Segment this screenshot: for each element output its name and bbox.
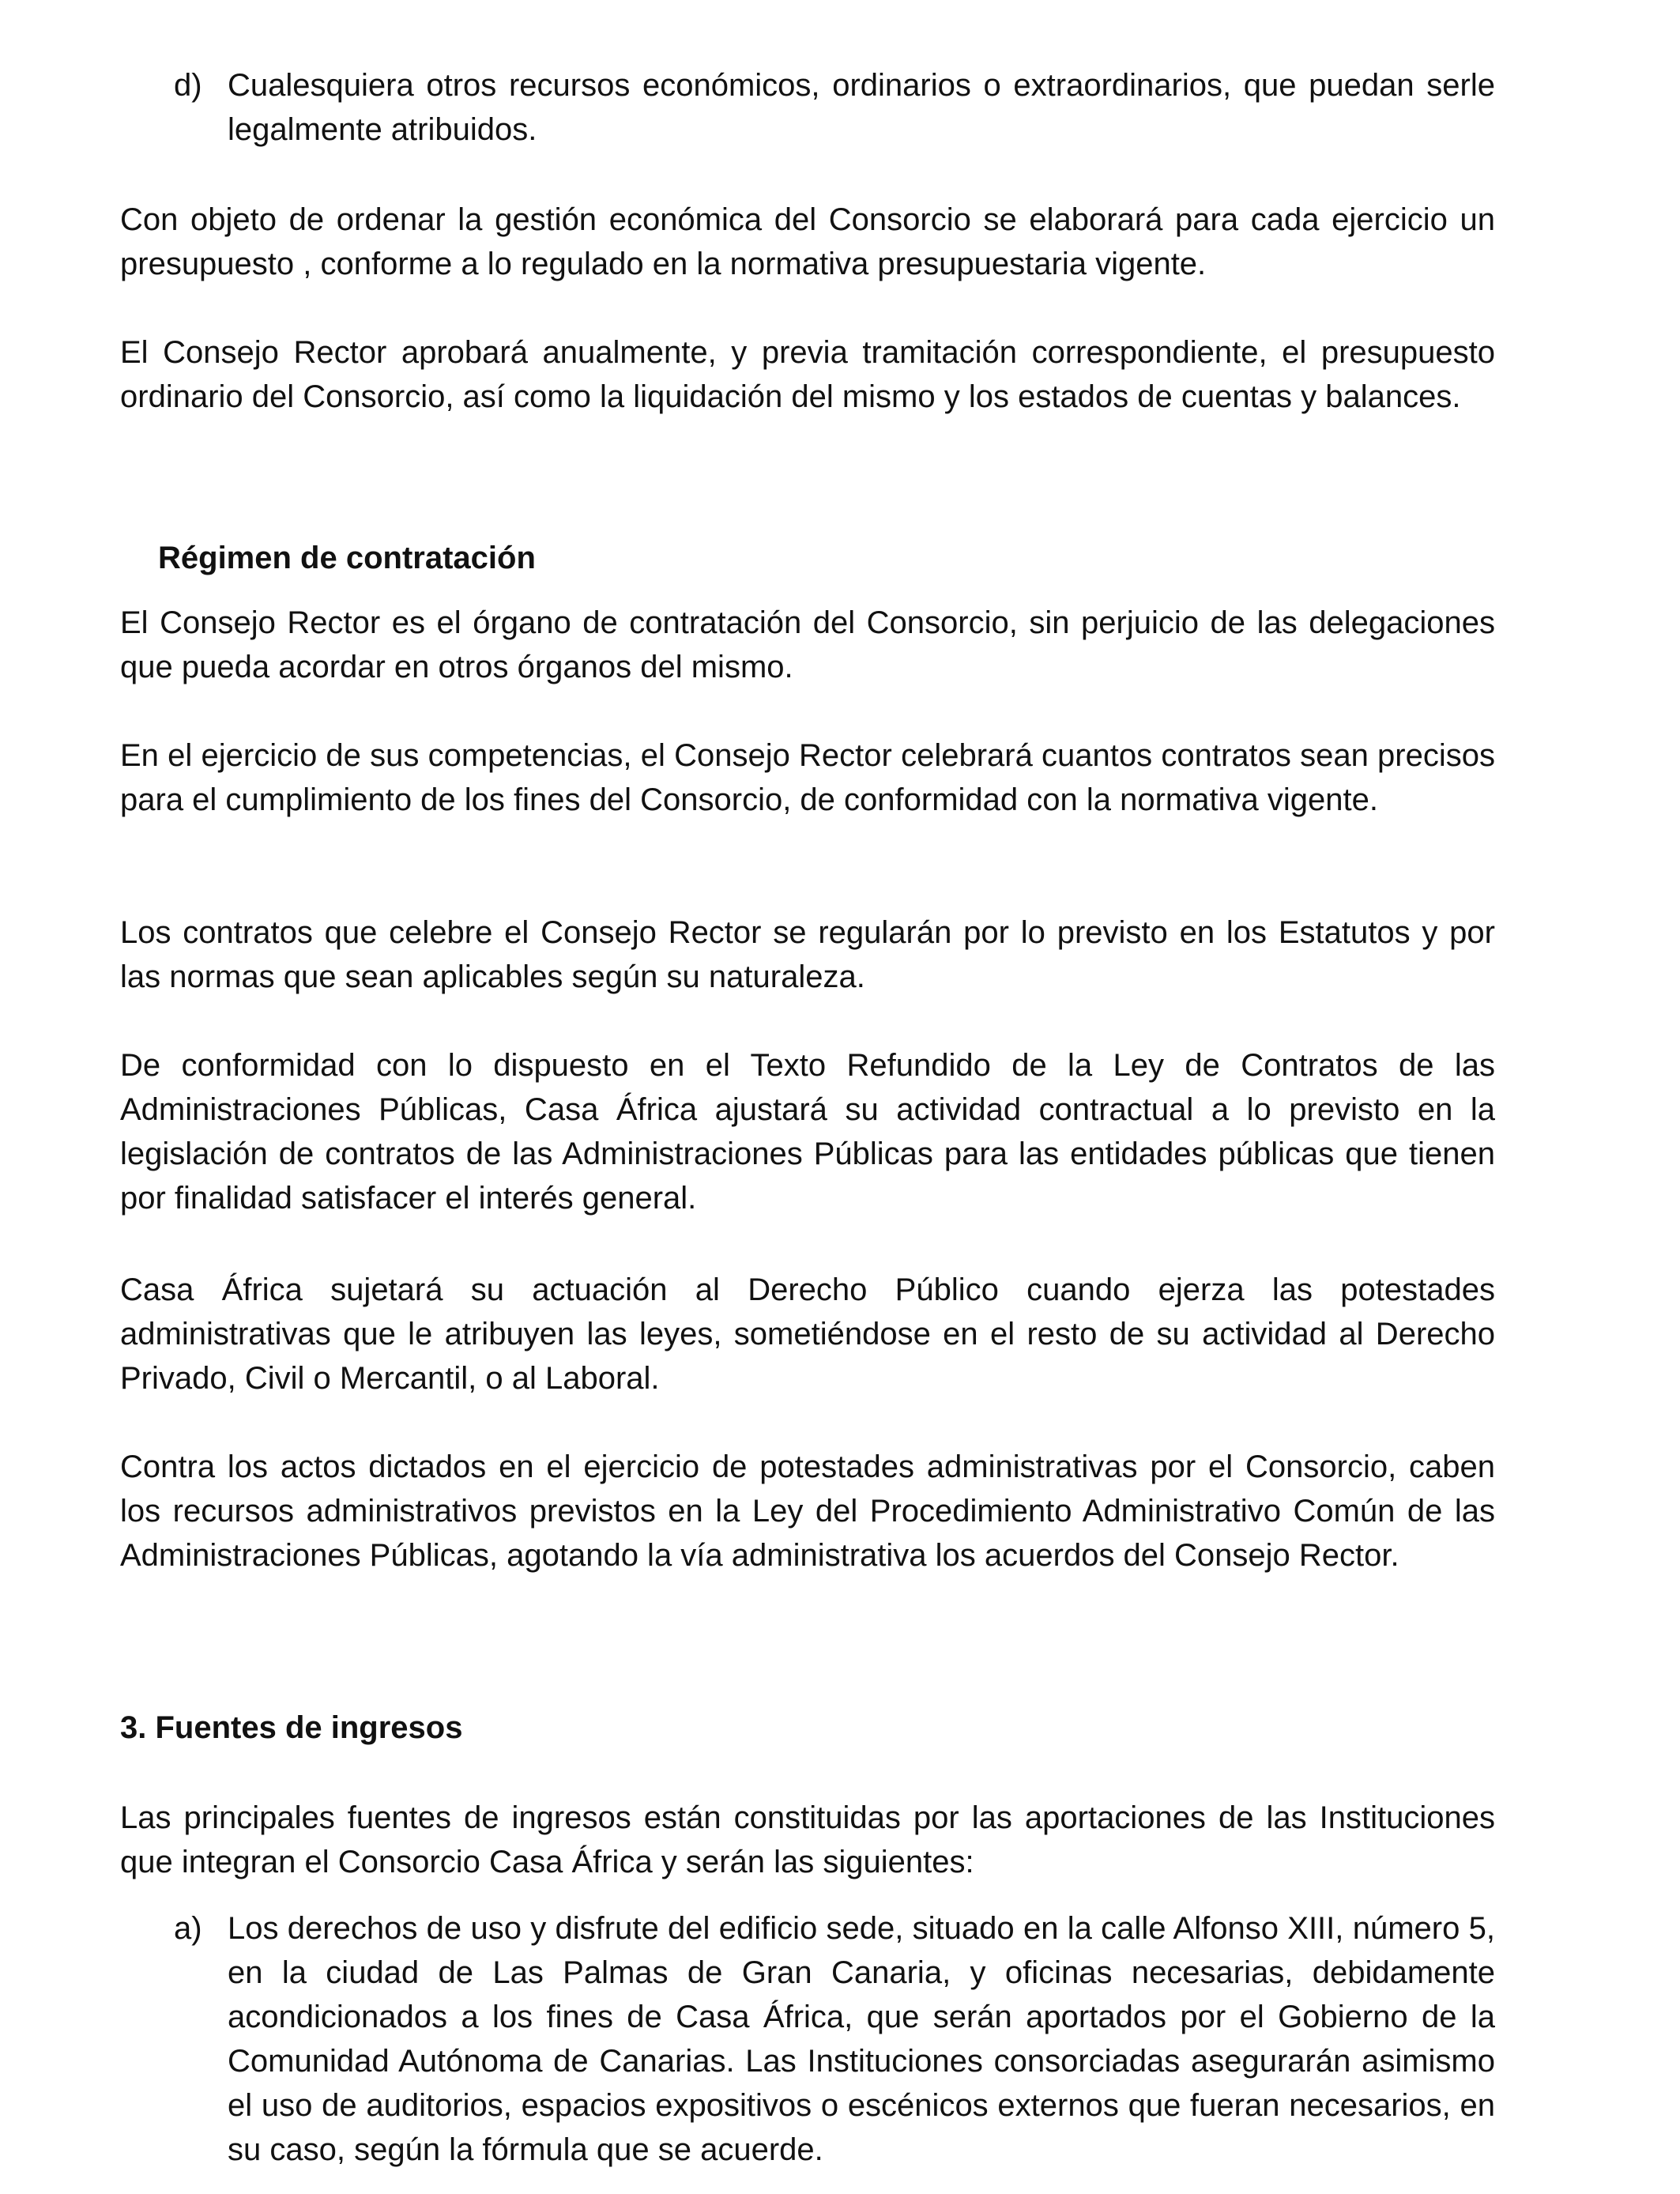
paragraph-contratos-regulacion: Los contratos que celebre el Consejo Rector se regularán por lo previsto en los Estatutos y por las normas que sean aplicables según su naturaleza. [120,915,1495,994]
list-item-text: Los derechos de uso y disfrute del edificio sede, situado en la calle Alfonso XIII, número 5, en la ciudad de Las Palmas de Gran Canaria, y oficinas necesarias, debidamente acondicionados a los fines de Casa África, que serán aportados por el Gobierno de la Comunidad Autónoma de Canarias. Las Instituciones consorciadas asegurarán asimismo el uso de auditorios, espacios expositivos o escénicos externos que fueran necesarios, en su caso, según la fórmula que se acuerde. [228,1911,1495,2167]
section-heading-contratacion: Régimen de contratación [158,541,536,575]
paragraph-texto-refundido: De conformidad con lo dispuesto en el Texto Refundido de la Ley de Contratos de las Administraciones Públicas, Casa África ajustará su actividad contractual a lo previsto en la legislación de contratos de las Administraciones Públicas para las entidades públicas que tienen por finalidad satisfacer el interés general. [120,1048,1495,1216]
list-item-d [174,63,1495,152]
paragraph-ejercicio-competencias: En el ejercicio de sus competencias, el Consejo Rector celebrará cuantos contratos sean precisos para el cumplimiento de los fines del Consorcio, de conformidad con la normativa vigente. [120,738,1495,817]
list-item-a [174,1906,1495,2172]
paragraph-organo-contratacion: El Consejo Rector es el órgano de contratación del Consorcio, sin perjuicio de las delegaciones que pueda acordar en otros órganos del mismo. [120,605,1495,684]
paragraph-recursos-administrativos: Contra los actos dictados en el ejercicio de potestades administrativas por el Consorcio, caben los recursos administrativos previstos en la Ley del Procedimiento Administrativo Común de las Administraciones Públicas, agotando la vía administrativa los acuerdos del Consejo Rector. [120,1449,1495,1573]
list-marker: d) [174,68,202,103]
paragraph-presupuesto: Con objeto de ordenar la gestión económica del Consorcio se elaborará para cada ejercicio un presupuesto , conforme a lo regulado en la normativa presupuestaria vigente. [120,202,1495,281]
section-heading-fuentes-ingresos: 3. Fuentes de ingresos [120,1710,463,1745]
paragraph-derecho-publico: Casa África sujetará su actuación al Derecho Público cuando ejerza las potestades administrativas que le atribuyen las leyes, sometiéndose en el resto de su actividad al Derecho Privado, Civil o Mercantil, o al Laboral. [120,1272,1495,1396]
paragraph-consejo-rector-aprobara: El Consejo Rector aprobará anualmente, y previa tramitación correspondiente, el presupuesto ordinario del Consorcio, así como la liquidación del mismo y los estados de cuentas y balances. [120,335,1495,414]
list-marker: a) [174,1911,202,1946]
list-item-text: Cualesquiera otros recursos económicos, ordinarios o extraordinarios, que puedan serle legalmente atribuidos. [228,68,1495,147]
paragraph-fuentes-intro: Las principales fuentes de ingresos están constituidas por las aportaciones de las Instituciones que integran el Consorcio Casa África y serán las siguientes: [120,1800,1495,1879]
